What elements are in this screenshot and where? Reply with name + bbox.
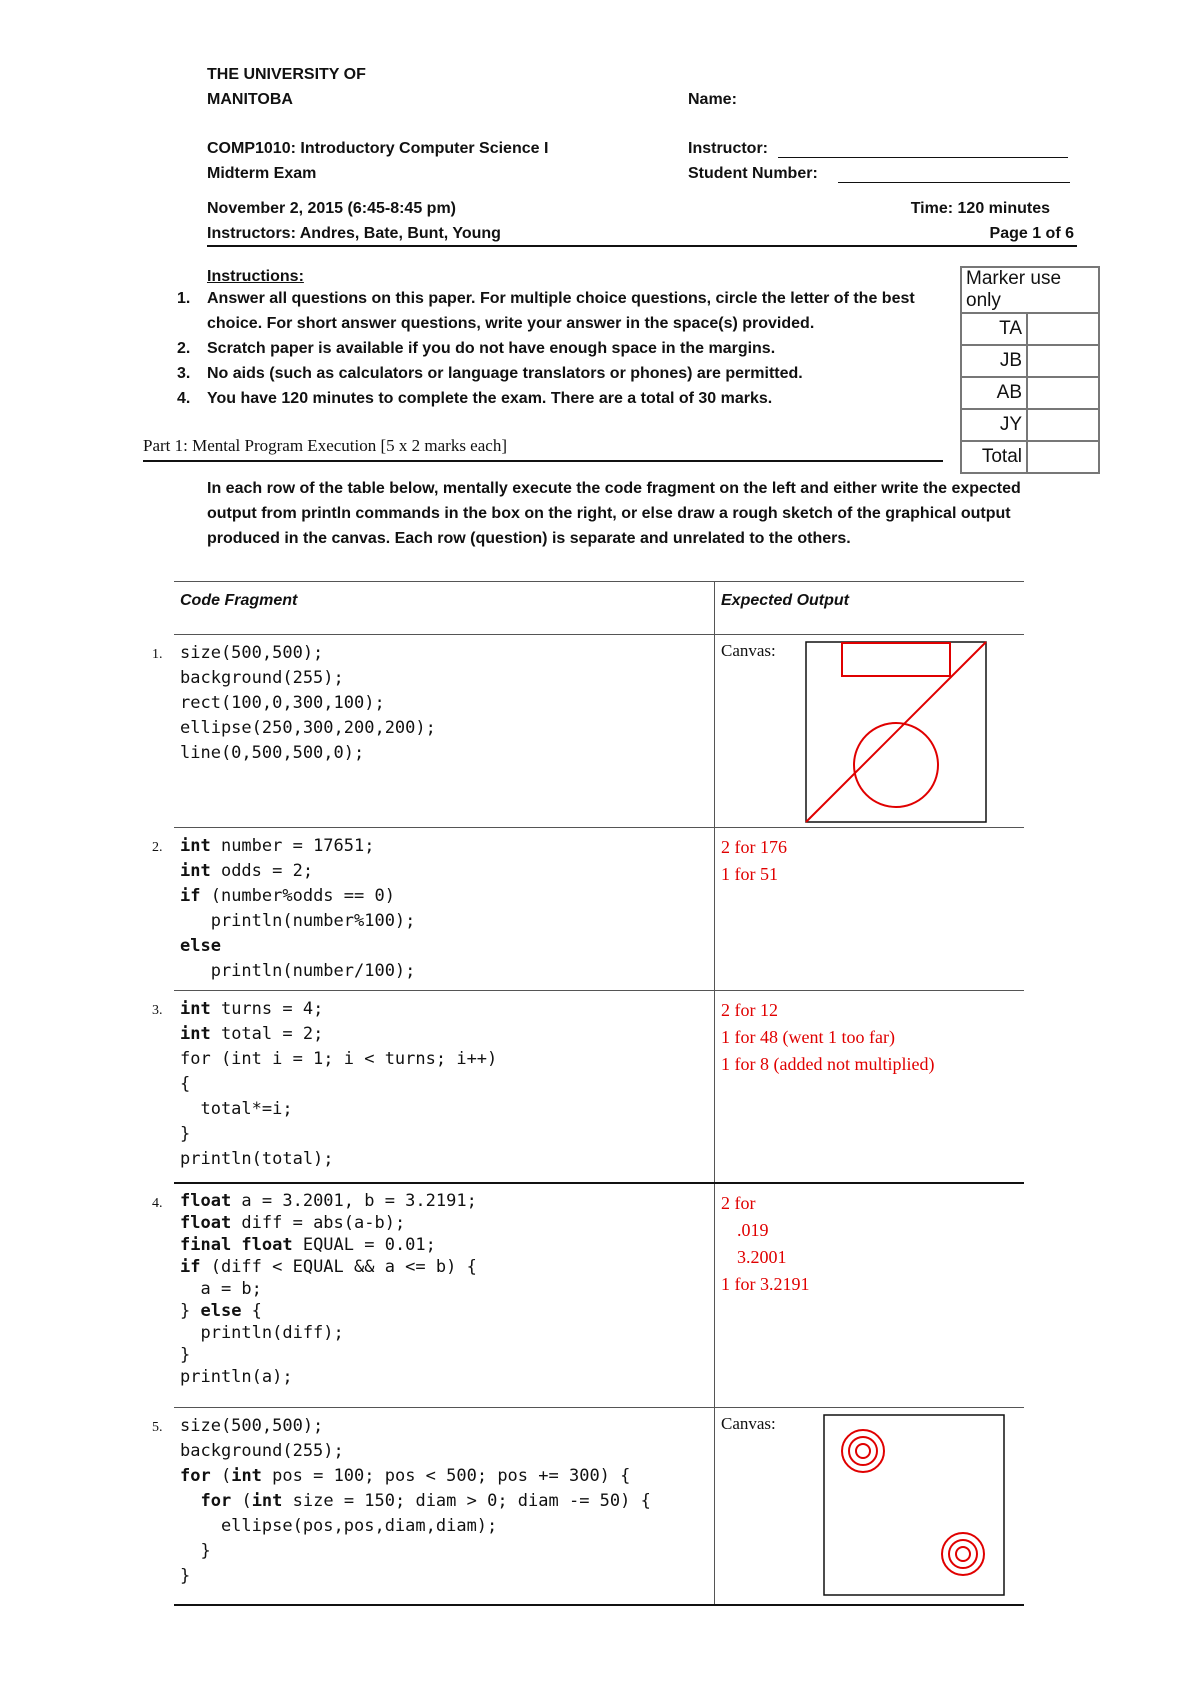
answer-line: 1 for 51 xyxy=(721,864,778,884)
marker-cell[interactable] xyxy=(1027,409,1099,441)
page-number: Page 1 of 6 xyxy=(989,225,1074,242)
code-fragment: size(500,500); background(255); for (int pos = 100; pos < 500; pos += 300) { for (int size = 150; diam > 0; diam -= 50) { ellipse(pos,pos,diam,diam); } } xyxy=(180,1416,651,1586)
sketch-circle xyxy=(949,1540,977,1568)
instructor-field[interactable] xyxy=(778,157,1068,158)
answer-line: 2 for 12 xyxy=(721,1000,778,1020)
answer-line: 3.2001 xyxy=(737,1246,787,1267)
canvas-label: Canvas: xyxy=(721,1414,776,1433)
code-fragment: size(500,500); background(255); rect(100,0,300,100); ellipse(250,300,200,200); line(0,500,500,0); xyxy=(180,643,436,763)
answer-line: 1 for 3.2191 xyxy=(721,1273,810,1294)
answer-line: 2 for 176 xyxy=(721,837,787,857)
canvas-label: Canvas: xyxy=(721,641,776,660)
student-number-label: Student Number: xyxy=(688,165,818,182)
code-fragment-header: Code Fragment xyxy=(180,592,298,609)
marker-cell[interactable] xyxy=(1027,345,1099,377)
name-label: Name: xyxy=(688,91,737,108)
question-number: 5. xyxy=(152,1420,163,1435)
question-row xyxy=(174,1183,1024,1408)
question-number: 2. xyxy=(152,840,163,855)
marker-row-label: JB xyxy=(961,345,1027,377)
sketch-circle xyxy=(856,1444,870,1458)
university-name: THE UNIVERSITY OF MANITOBA xyxy=(207,66,366,108)
instruction-item: 2. Scratch paper is available if you do not have enough space in the margins. xyxy=(177,340,776,357)
question-row xyxy=(174,828,1024,991)
marker-row-label: TA xyxy=(961,313,1027,345)
course-title: COMP1010: Introductory Computer Science I xyxy=(207,140,549,157)
sketch-rect xyxy=(842,643,950,676)
marker-title: Marker use only xyxy=(961,267,1099,313)
sketch-ellipse xyxy=(854,723,938,807)
marker-cell[interactable] xyxy=(1027,313,1099,345)
part1-title: Part 1: Mental Program Execution [5 x 2 marks each] xyxy=(143,436,507,455)
code-fragment: int number = 17651; int odds = 2; if (number%odds == 0) println(number%100); else println(number/100); xyxy=(180,836,416,981)
sketch-circle xyxy=(849,1437,877,1465)
header-divider xyxy=(207,245,1077,247)
answer-line: 2 for xyxy=(721,1192,756,1213)
marker-row-label: JY xyxy=(961,409,1027,441)
instruction-item: 3. No aids (such as calculators or language translators or phones) are permitted. xyxy=(177,365,803,382)
answer-line: .019 xyxy=(737,1219,769,1240)
marker-row-label: Total xyxy=(961,441,1027,473)
exam-date: November 2, 2015 (6:45-8:45 pm) xyxy=(207,200,456,217)
question-number: 4. xyxy=(152,1195,163,1211)
marker-cell[interactable] xyxy=(1027,441,1099,473)
question-number: 3. xyxy=(152,1003,163,1018)
exam-title: Midterm Exam xyxy=(207,165,317,182)
part1-divider xyxy=(143,460,943,462)
instruction-item: 1. Answer all questions on this paper. For multiple choice questions, circle the letter of the best choice. For short answer questions, write your answer in the space(s) provided. xyxy=(177,290,915,332)
question-row xyxy=(174,991,1024,1183)
sketch-circle xyxy=(956,1547,970,1561)
part1-intro: In each row of the table below, mentally execute the code fragment on the left and either write the expected output from println commands in the box on the right, or else draw a rough sketch of the graphical output produced in the canvas. Each row (question) is separate and unrelated to the others. xyxy=(207,480,1021,547)
instructors-list: Instructors: Andres, Bate, Bunt, Young xyxy=(207,225,501,242)
instructions-block xyxy=(177,268,942,411)
question-row xyxy=(174,635,1024,828)
answer-line: 1 for 8 (added not multiplied) xyxy=(721,1054,935,1074)
code-fragment: float a = 3.2001, b = 3.2191; float diff = abs(a-b); final float EQUAL = 0.01; if (diff < EQUAL && a <= b) { a = b; } else { println(diff); } println(a); xyxy=(180,1190,477,1387)
exam-time: Time: 120 minutes xyxy=(910,200,1050,217)
sketch-line xyxy=(806,642,986,822)
instructor-label: Instructor: xyxy=(688,140,768,157)
answer-line: 1 for 48 (went 1 too far) xyxy=(721,1027,895,1047)
marker-row-label: AB xyxy=(961,377,1027,409)
code-fragment: int turns = 4; int total = 2; for (int i = 1; i < turns; i++) { total*=i; } println(total); xyxy=(180,999,498,1169)
instructions-title: Instructions: xyxy=(207,268,304,285)
canvas-sketch xyxy=(805,641,989,825)
marker-cell[interactable] xyxy=(1027,377,1099,409)
question-number: 1. xyxy=(152,647,163,662)
question-row xyxy=(174,1408,1024,1605)
question-table xyxy=(152,581,1024,1606)
canvas-sketch xyxy=(823,1414,1007,1598)
marker-table xyxy=(960,266,1100,474)
student-number-field[interactable] xyxy=(838,182,1070,183)
instruction-item: 4. You have 120 minutes to complete the exam. There are a total of 30 marks. xyxy=(177,390,773,407)
expected-output-header: Expected Output xyxy=(721,592,850,609)
